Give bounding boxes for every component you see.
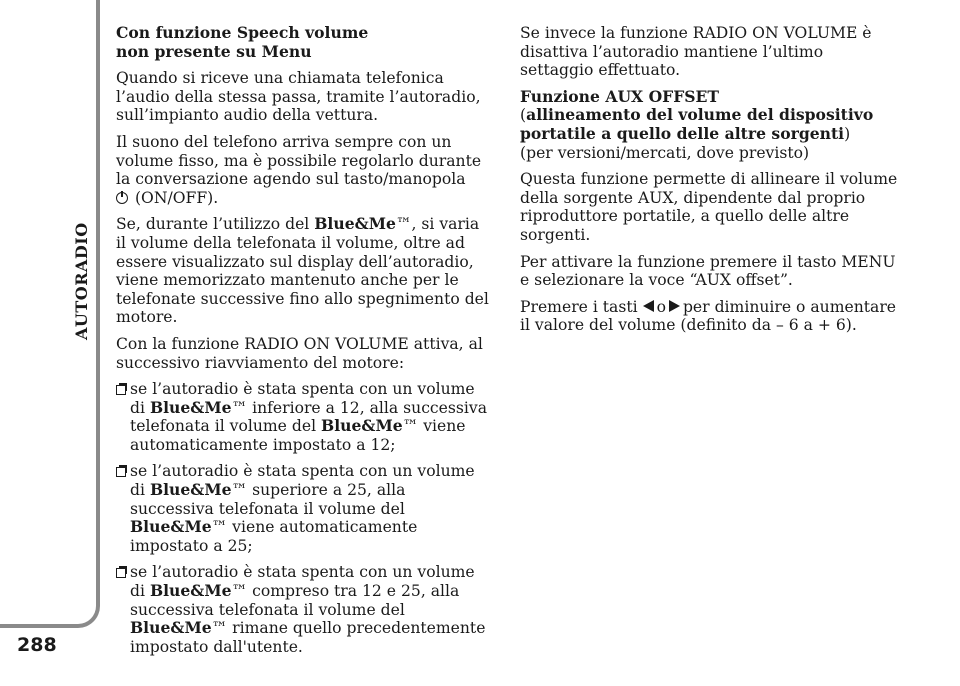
right-column xyxy=(520,24,898,343)
left-paragraph-2: Il suono del telefono arriva sempre con un volume fisso, ma è possibile regolarlo durante la conversazione agendo sul tasto/manopola (ON/OFF). xyxy=(116,132,482,207)
right-paragraph-2: Questa funzione permette di allineare il volume della sorgente AUX, dipendente dal proprio riproduttore portatile, a quello delle altre sorgenti. xyxy=(520,170,898,244)
right-paragraph-1: Se invece la funzione RADIO ON VOLUME è disattiva l’autoradio mantiene l’ultimo settaggio effettuato. xyxy=(520,24,872,80)
checkbox-bullet-icon xyxy=(116,566,127,577)
right-paragraph-4: Premere i tasti o per diminuire o aumentare il valore del volume (definito da – 6 a + 6). xyxy=(520,297,897,335)
right-heading: Funzione AUX OFFSET (allineamento del volume del dispositivo portatile a quello delle altre sorgenti) xyxy=(520,86,874,143)
volume-rules-list xyxy=(116,380,494,656)
left-paragraph-1: Quando si riceve una chiamata telefonica l’audio della stessa passa, tramite l’autoradio, sull’impianto audio della vettura. xyxy=(116,69,481,125)
list-item: se l’autoradio è stata spenta con un volume di Blue&Me™ compreso tra 12 e 25, alla successiva telefonata il volume del Blue&Me™ rimane quello precedentemente impostato dall'utente. xyxy=(116,563,494,656)
right-subheading: (per versioni/mercati, dove previsto) xyxy=(520,143,810,162)
section-label: AUTORADIO xyxy=(72,222,91,340)
list-item: se l’autoradio è stata spenta con un volume di Blue&Me™ superiore a 25, alla successiva telefonata il volume del Blue&Me™ viene automaticamente impostato a 25; xyxy=(116,462,494,555)
left-paragraph-3: Se, durante l’utilizzo del Blue&Me™, si varia il volume della telefonata il volume, oltre ad essere visualizzato sul display dell’autoradio, viene memorizzato mantenuto anche per le telefonate successive fino allo spegnimento del motore. xyxy=(116,214,489,327)
power-knob-icon xyxy=(116,192,128,204)
right-paragraph-3: Per attivare la funzione premere il tasto MENU e selezionare la voce “AUX offset”. xyxy=(520,252,896,290)
left-paragraph-4: Con la funzione RADIO ON VOLUME attiva, al successivo riavviamento del motore: xyxy=(116,334,483,372)
list-item: se l’autoradio è stata spenta con un volume di Blue&Me™ inferiore a 12, alla successiva telefonata il volume del Blue&Me™ viene automaticamente impostato a 12; xyxy=(116,380,494,454)
left-heading: Con funzione Speech volume non presente su Menu xyxy=(116,23,369,61)
checkbox-bullet-icon xyxy=(116,383,127,394)
checkbox-bullet-icon xyxy=(116,465,127,476)
left-column xyxy=(116,24,494,664)
left-arrow-icon xyxy=(643,300,654,312)
page-number: 288 xyxy=(17,634,57,656)
right-arrow-icon xyxy=(669,300,680,312)
